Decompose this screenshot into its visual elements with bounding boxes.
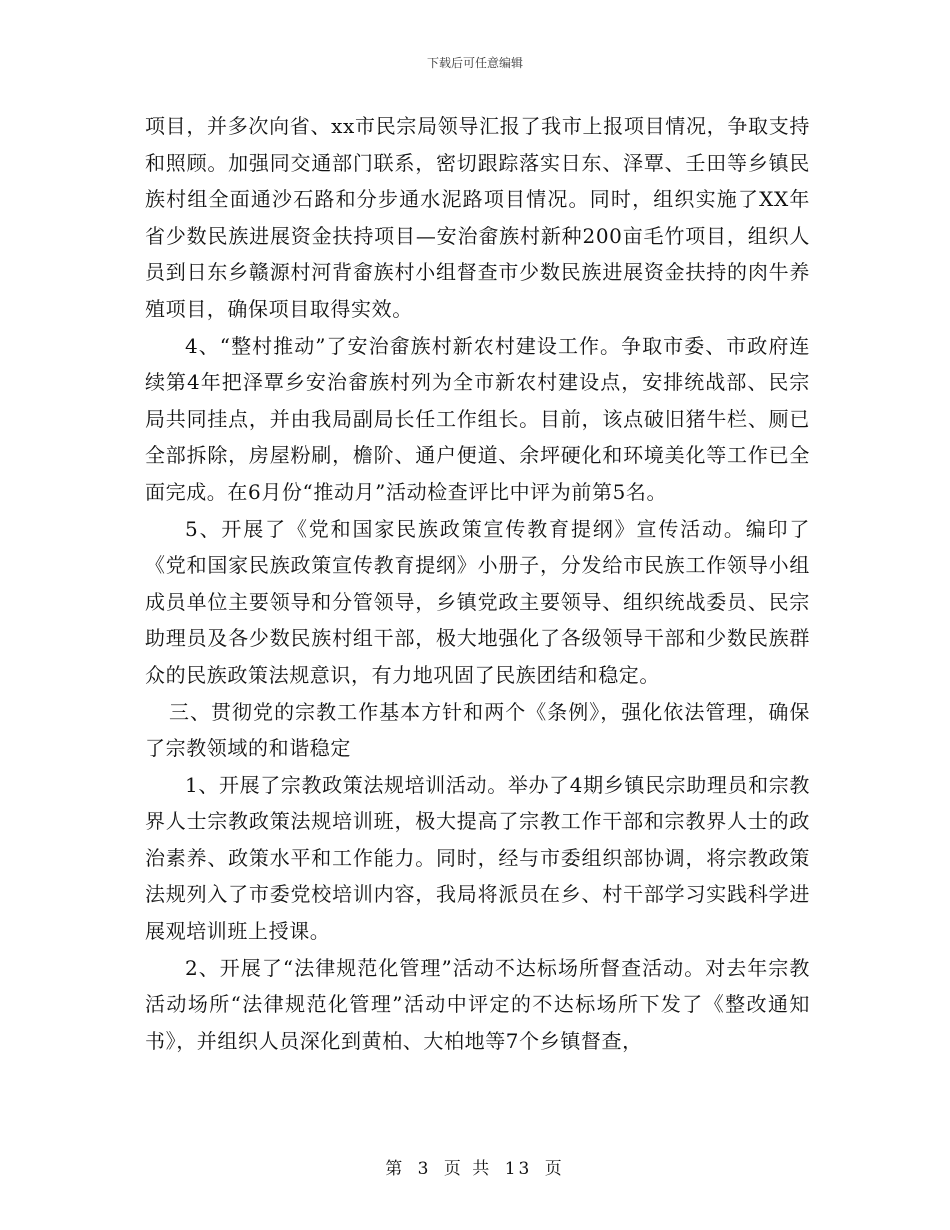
footer-middle: 页 共	[443, 1159, 493, 1179]
current-page-number: 3	[417, 1159, 432, 1179]
paragraph-religion-item-2: 2、开展了“法律规范化管理”活动不达标场所督查活动。对去年宗教活动场所“法律规范化管理”活动中评定的不达标场所下发了《整改通知书》，并组织人员深化到黄柏、大柏地等7个乡镇督查，	[145, 955, 810, 1053]
page-header: 下载后可任意编辑	[426, 56, 523, 70]
total-pages-number: 13	[504, 1159, 533, 1179]
page-footer	[0, 1154, 950, 1179]
paragraph-item-5: 5、开展了《党和国家民族政策宣传教育提纲》宣传活动。编印了《党和国家民族政策宣传教育提纲》小册子，分发给市民族工作领导小组成员单位主要领导和分管领导，乡镇党政主要领导、组织统战委员、民宗助理员及各少数民族村组干部，极大地强化了各级领导干部和少数民族群众的民族政策法规意识，有力地巩固了民族团结和稳定。	[145, 516, 810, 687]
footer-prefix: 第	[385, 1159, 406, 1179]
document-body	[145, 108, 810, 1059]
paragraph-item-4: 4、“整村推动”了安治畲族村新农村建设工作。争取市委、市政府连续第4年把泽覃乡安治畲族村列为全市新农村建设点，安排统战部、民宗局共同挂点，并由我局副局长任工作组长。目前，该点破旧猪牛栏、厕已全部拆除，房屋粉刷，檐阶、通户便道、余坪硬化和环境美化等工作已全面完成。在6月份“推动月”活动检查评比中评为前第5名。	[145, 333, 810, 504]
paragraph-religion-item-1: 1、开展了宗教政策法规培训活动。举办了4期乡镇民宗助理员和宗教界人士宗教政策法规培训班，极大提高了宗教工作干部和宗教界人士的政治素养、政策水平和工作能力。同时，经与市委组织部协调，将宗教政策法规列入了市委党校培训内容，我局将派员在乡、村干部学习实践科学进展观培训班上授课。	[145, 772, 810, 944]
footer-suffix: 页	[544, 1159, 565, 1179]
paragraph-project-continuation: 项目，并多次向省、xx市民宗局领导汇报了我市上报项目情况，争取支持和照顾。加强同交通部门联系，密切跟踪落实日东、泽覃、壬田等乡镇民族村组全面通沙石路和分步通水泥路项目情况。同时，组织实施了XX年省少数民族进展资金扶持项目—安治畲族村新种200亩毛竹项目，组织人员到日东乡赣源村河背畲族村小组督查市少数民族进展资金扶持的肉牛养殖项目，确保项目取得实效。	[145, 114, 810, 321]
section-heading-three: 三、贯彻党的宗教工作基本方针和两个《条例》，强化依法管理，确保了宗教领域的和谐稳定	[145, 699, 810, 761]
